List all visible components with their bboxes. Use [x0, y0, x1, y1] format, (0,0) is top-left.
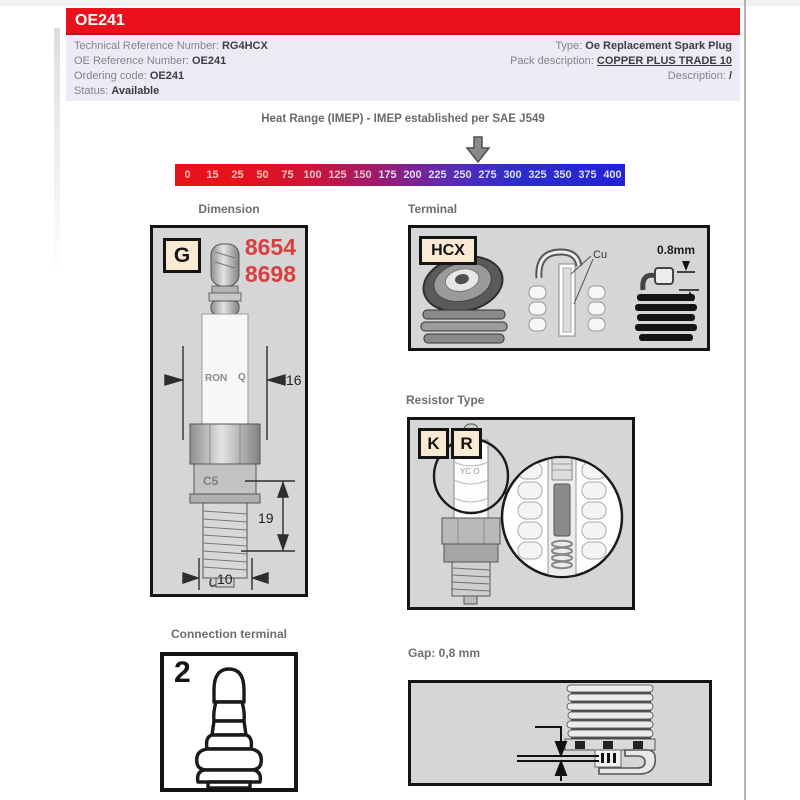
dimension-code-badge: G: [163, 238, 201, 273]
gap-drawing: [411, 683, 709, 783]
svg-text:C5: C5: [203, 474, 219, 488]
terminal-section-title: Terminal: [408, 202, 458, 216]
resistor-magnified-view: [502, 457, 622, 577]
heat-scale-tick: 400: [603, 169, 622, 181]
pack-description-link[interactable]: COPPER PLUS TRADE 10: [596, 55, 732, 67]
info-row: [510, 39, 732, 54]
resistor-section-title: Resistor Type: [406, 393, 485, 407]
thread-length-label: 19: [258, 510, 274, 526]
heat-scale-tick: 25: [231, 169, 244, 181]
product-title-bar: [66, 8, 740, 35]
field-label: Pack description:: [510, 55, 594, 67]
part-number: 8654: [244, 234, 296, 260]
heat-scale-tick: 325: [528, 169, 547, 181]
field-value: Oe Replacement Spark Plug: [585, 40, 732, 52]
heat-range-title: Heat Range (IMEP) - IMEP established per SAE J549: [261, 113, 545, 125]
heat-scale-tick: 15: [206, 169, 219, 181]
terminal-box: [408, 225, 710, 351]
heat-range-pointer-arrow-icon: [464, 136, 492, 163]
field-label: Ordering code:: [74, 70, 147, 82]
connection-section-title: Connection terminal: [170, 627, 287, 641]
heat-scale-tick: 200: [403, 169, 422, 181]
scrollbar-track[interactable]: [744, 0, 746, 800]
spark-plug-illustration: [190, 244, 260, 587]
heat-scale-tick: 175: [378, 169, 397, 181]
terminal-code-badge: HCX: [419, 236, 477, 265]
heat-scale-tick: 275: [478, 169, 497, 181]
info-row: [74, 54, 268, 69]
heat-range-scale: [175, 164, 625, 186]
field-label: OE Reference Number:: [74, 55, 189, 67]
field-value: OE241: [192, 55, 227, 67]
field-value: Available: [111, 85, 160, 97]
terminal-outline-illustration: [197, 669, 262, 788]
resistor-box: [407, 417, 635, 610]
field-label: Status:: [74, 85, 109, 97]
gap-box: [408, 680, 712, 786]
terminal-measure-label: 0.8mm: [657, 243, 696, 257]
heat-scale-tick: 300: [503, 169, 522, 181]
info-row: [510, 54, 732, 69]
heat-scale-tick: 0: [184, 169, 191, 181]
info-fields-right: [510, 39, 732, 84]
resistor-badge-r: R: [451, 428, 482, 459]
top-border-strip: [0, 0, 800, 6]
svg-text:YC O: YC O: [460, 467, 480, 476]
info-row: [74, 69, 268, 84]
info-row: [510, 69, 732, 84]
dimension-section-title: Dimension: [198, 202, 260, 216]
heat-scale-tick: 225: [428, 169, 447, 181]
page-shadow: [54, 28, 60, 278]
svg-text:RON: RON: [205, 373, 228, 384]
connection-code: 2: [174, 656, 191, 689]
svg-text:Q: Q: [238, 372, 246, 383]
resistor-badge-k: K: [418, 428, 449, 459]
copper-core-label: Cu: [593, 249, 608, 261]
thread-diameter-label: 10: [217, 571, 233, 587]
heat-scale-tick: 75: [281, 169, 294, 181]
field-value: OE241: [149, 70, 185, 82]
info-row: [74, 84, 268, 99]
dimension-box: [150, 225, 308, 597]
terminal-cutaway-illustration: [529, 249, 607, 336]
part-number: 8698: [244, 261, 296, 287]
heat-scale-tick: 150: [353, 169, 372, 181]
terminal-side-view-illustration: [635, 243, 699, 341]
part-numbers: [245, 234, 296, 288]
heat-scale-tick: 250: [453, 169, 472, 181]
heat-scale-tick: 50: [256, 169, 269, 181]
heat-scale-tick: 350: [553, 169, 572, 181]
heat-scale-tick: 375: [578, 169, 597, 181]
info-fields-left: [74, 39, 268, 99]
field-label: Description:: [667, 70, 726, 82]
connection-terminal-box: [160, 652, 298, 792]
hex-size-label: 16: [286, 372, 302, 388]
info-row: [74, 39, 268, 54]
field-value: /: [728, 70, 732, 82]
field-label: Type:: [555, 40, 583, 52]
field-value: RG4HCX: [221, 40, 268, 52]
gap-section-title: Gap: 0,8 mm: [408, 646, 481, 660]
field-label: Technical Reference Number:: [74, 40, 219, 52]
product-info-panel: [66, 35, 740, 101]
page-title: OE241: [75, 12, 125, 29]
heat-scale-tick: 125: [328, 169, 347, 181]
heat-scale-tick: 100: [303, 169, 322, 181]
